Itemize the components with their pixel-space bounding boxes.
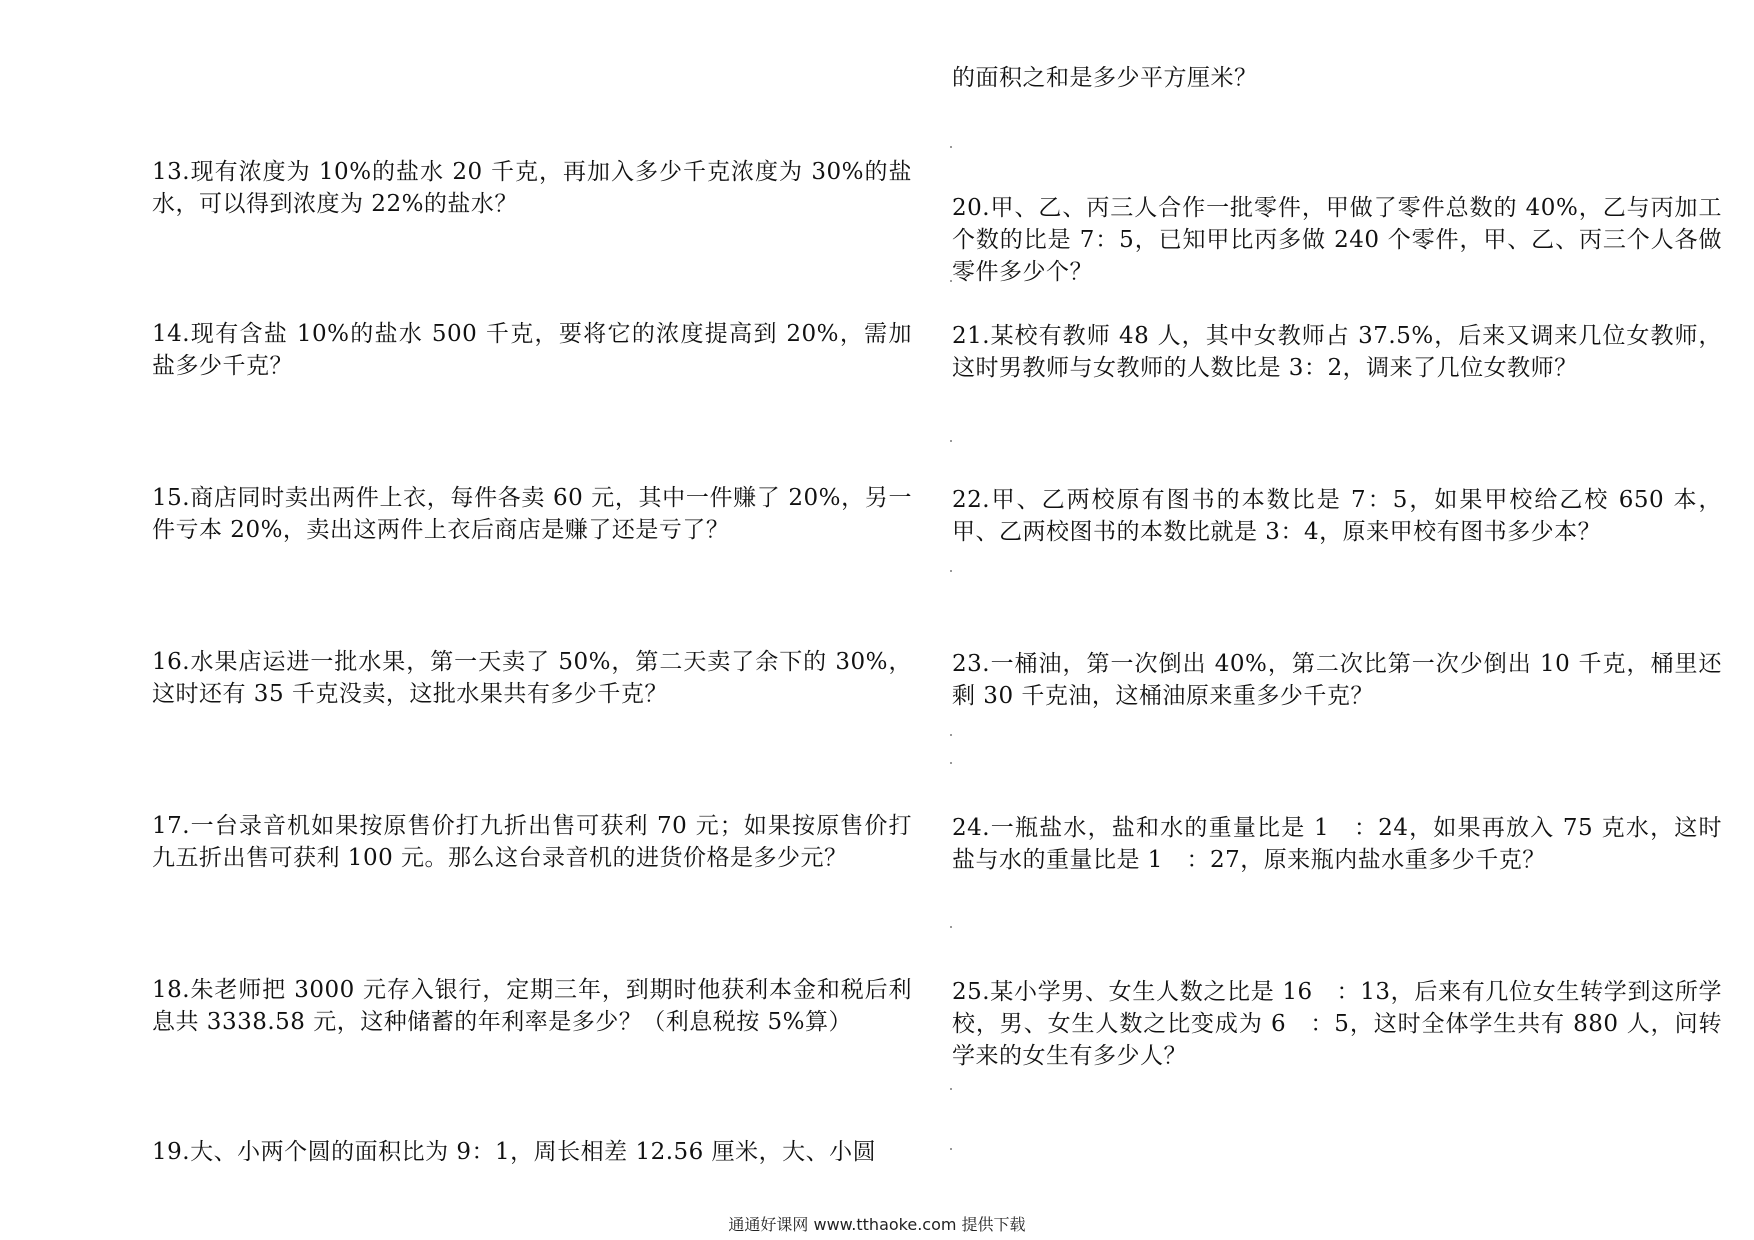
footer-credit: 通通好课网 www.tthaoke.com 提供下载 xyxy=(728,1215,1026,1234)
scan-dot xyxy=(950,1148,952,1150)
problem-17: 17.一台录音机如果按原售价打九折出售可获利 70 元；如果按原售价打九五折出售可获利 100 元。那么这台录音机的进货价格是多少元？ xyxy=(152,813,912,871)
problem-19-continued: 的面积之和是多少平方厘米？ xyxy=(952,65,1258,91)
scan-dot xyxy=(950,440,952,442)
problem-18: 18.朱老师把 3000 元存入银行，定期三年，到期时他获利本金和税后利息共 3338.58 元，这种储蓄的年利率是多少？（利息税按 5%算） xyxy=(152,977,912,1035)
scan-dot xyxy=(950,926,952,928)
problem-20: 20.甲、乙、丙三人合作一批零件，甲做了零件总数的 40%，乙与丙加工个数的比是 7：5，已知甲比丙多做 240 个零件，甲、乙、丙三个人各做零件多少个？ xyxy=(952,195,1722,285)
problem-14: 14.现有含盐 10%的盐水 500 千克，要将它的浓度提高到 20%，需加盐多少千克？ xyxy=(152,321,912,379)
problem-16: 16.水果店运进一批水果，第一天卖了 50%，第二天卖了余下的 30%，这时还有 35 千克没卖，这批水果共有多少千克？ xyxy=(152,649,912,707)
scan-dot xyxy=(950,762,952,764)
problem-23: 23.一桶油，第一次倒出 40%，第二次比第一次少倒出 10 千克，桶里还剩 30 千克油，这桶油原来重多少千克？ xyxy=(952,651,1722,709)
problem-21: 21.某校有教师 48 人，其中女教师占 37.5%，后来又调来几位女教师，这时男教师与女教师的人数比是 3：2，调来了几位女教师？ xyxy=(952,323,1722,381)
problem-25: 25.某小学男、女生人数之比是 16 ：13，后来有几位女生转学到这所学校，男、女生人数之比变成为 6 ：5，这时全体学生共有 880 人，问转学来的女生有多少人？ xyxy=(952,979,1722,1069)
scan-dot xyxy=(950,280,952,282)
scan-dot xyxy=(950,570,952,572)
scan-dot xyxy=(950,146,952,148)
problem-19: 19.大、小两个圆的面积比为 9：1，周长相差 12.56 厘米，大、小圆 xyxy=(152,1139,877,1165)
problem-15: 15.商店同时卖出两件上衣，每件各卖 60 元，其中一件赚了 20%，另一件亏本 20%，卖出这两件上衣后商店是赚了还是亏了？ xyxy=(152,485,912,543)
scan-dot xyxy=(950,1088,952,1090)
problem-13: 13.现有浓度为 10%的盐水 20 千克，再加入多少千克浓度为 30%的盐水，可以得到浓度为 22%的盐水？ xyxy=(152,159,912,217)
scan-dot xyxy=(950,734,952,736)
problem-22: 22.甲、乙两校原有图书的本数比是 7：5，如果甲校给乙校 650 本，甲、乙两校图书的本数比就是 3：4，原来甲校有图书多少本？ xyxy=(952,487,1722,545)
problem-24: 24.一瓶盐水，盐和水的重量比是 1 ：24，如果再放入 75 克水，这时盐与水的重量比是 1 ：27，原来瓶内盐水重多少千克？ xyxy=(952,815,1722,873)
